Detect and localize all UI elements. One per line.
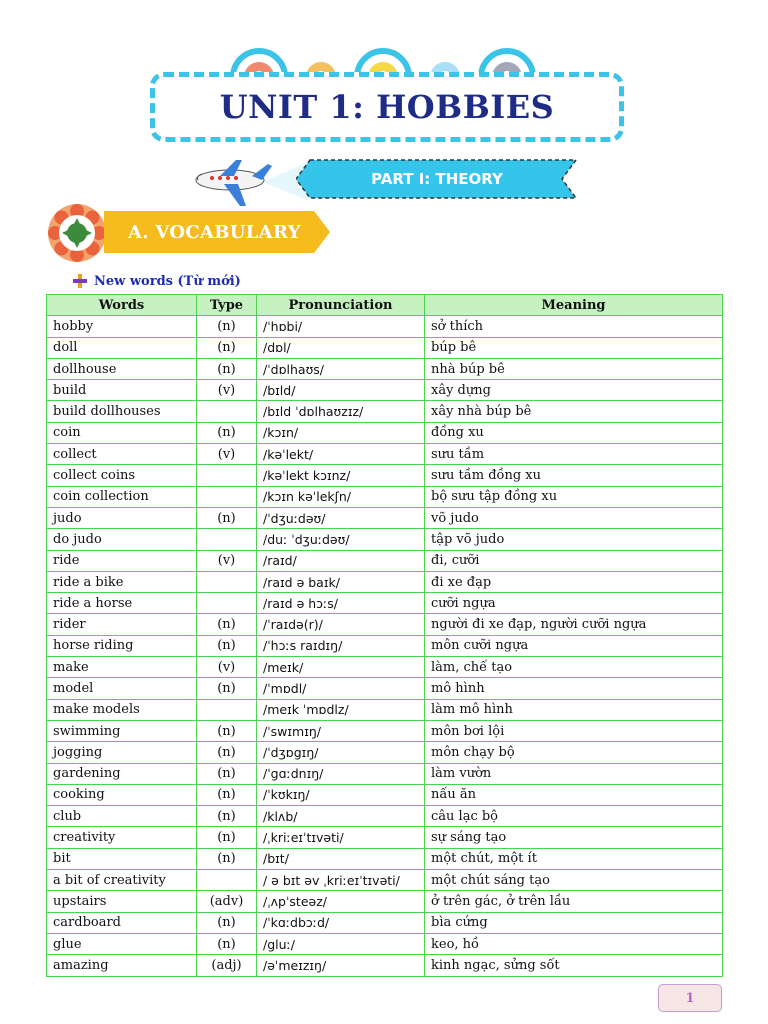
pronunciation-cell: /ˌʌpˈsteəz/ xyxy=(257,891,425,912)
page-title: UNIT 1: HOBBIES xyxy=(219,88,555,126)
type-cell xyxy=(197,465,257,486)
table-row xyxy=(47,614,723,635)
word-cell: horse riding xyxy=(47,635,197,656)
new-words-label: New words (Từ mới) xyxy=(94,273,241,289)
type-cell: (adj) xyxy=(197,955,257,976)
word-cell: gardening xyxy=(47,763,197,784)
table-row xyxy=(47,891,723,912)
word-cell: make xyxy=(47,657,197,678)
meaning-cell: nấu ăn xyxy=(425,784,723,805)
meaning-cell: một chút sáng tạo xyxy=(425,870,723,891)
word-cell: ride a bike xyxy=(47,571,197,592)
section-banner xyxy=(104,211,330,253)
type-cell: (v) xyxy=(197,550,257,571)
type-cell: (n) xyxy=(197,358,257,379)
meaning-cell: câu lạc bộ xyxy=(425,806,723,827)
table-row xyxy=(47,571,723,592)
type-cell: (n) xyxy=(197,635,257,656)
header-pronunciation: Pronunciation xyxy=(257,295,425,316)
table-row xyxy=(47,678,723,699)
pronunciation-cell: /ˈkʊkɪŋ/ xyxy=(257,784,425,805)
pronunciation-cell: /ˈhɒbi/ xyxy=(257,316,425,337)
type-cell: (n) xyxy=(197,316,257,337)
section-label: A. VOCABULARY xyxy=(128,221,301,243)
type-cell: (n) xyxy=(197,784,257,805)
pronunciation-cell: /əˈmeɪzɪŋ/ xyxy=(257,955,425,976)
table-row xyxy=(47,912,723,933)
word-cell: upstairs xyxy=(47,891,197,912)
pronunciation-cell: /bɪld/ xyxy=(257,380,425,401)
pronunciation-cell: /kəˈlekt/ xyxy=(257,444,425,465)
word-cell: make models xyxy=(47,699,197,720)
type-cell: (n) xyxy=(197,848,257,869)
meaning-cell: võ judo xyxy=(425,507,723,528)
word-cell: build dollhouses xyxy=(47,401,197,422)
meaning-cell: sự sáng tạo xyxy=(425,827,723,848)
meaning-cell: một chút, một ít xyxy=(425,848,723,869)
header-meaning: Meaning xyxy=(425,295,723,316)
table-row xyxy=(47,699,723,720)
pronunciation-cell: /ˈmɒdl/ xyxy=(257,678,425,699)
word-cell: creativity xyxy=(47,827,197,848)
type-cell xyxy=(197,699,257,720)
table-row xyxy=(47,635,723,656)
type-cell: (v) xyxy=(197,380,257,401)
pronunciation-cell: /kəˈlekt kɔɪnz/ xyxy=(257,465,425,486)
table-row xyxy=(47,593,723,614)
type-cell xyxy=(197,486,257,507)
word-cell: cooking xyxy=(47,784,197,805)
pronunciation-cell: /ˈkɑːdbɔːd/ xyxy=(257,912,425,933)
pronunciation-cell: /ˈswɪmɪŋ/ xyxy=(257,720,425,741)
word-cell: do judo xyxy=(47,529,197,550)
pronunciation-cell: /klʌb/ xyxy=(257,806,425,827)
header-type: Type xyxy=(197,295,257,316)
meaning-cell: sở thích xyxy=(425,316,723,337)
table-row xyxy=(47,933,723,954)
meaning-cell: ở trên gác, ở trên lầu xyxy=(425,891,723,912)
word-cell: judo xyxy=(47,507,197,528)
pronunciation-cell: /ˈdʒɒgɪŋ/ xyxy=(257,742,425,763)
table-row xyxy=(47,870,723,891)
meaning-cell: xây dựng xyxy=(425,380,723,401)
type-cell: (v) xyxy=(197,444,257,465)
meaning-cell: tập võ judo xyxy=(425,529,723,550)
word-cell: a bit of creativity xyxy=(47,870,197,891)
meaning-cell: đi, cưỡi xyxy=(425,550,723,571)
vocabulary-table xyxy=(46,294,723,977)
meaning-cell: bìa cứng xyxy=(425,912,723,933)
word-cell: cardboard xyxy=(47,912,197,933)
table-row xyxy=(47,742,723,763)
type-cell: (n) xyxy=(197,614,257,635)
table-row xyxy=(47,380,723,401)
meaning-cell: keo, hồ xyxy=(425,933,723,954)
meaning-cell: kinh ngạc, sửng sốt xyxy=(425,955,723,976)
pronunciation-cell: /ˈraɪdə(r)/ xyxy=(257,614,425,635)
word-cell: ride xyxy=(47,550,197,571)
type-cell: (n) xyxy=(197,422,257,443)
type-cell: (n) xyxy=(197,720,257,741)
meaning-cell: làm mô hình xyxy=(425,699,723,720)
meaning-cell: đi xe đạp xyxy=(425,571,723,592)
meaning-cell: môn cưỡi ngựa xyxy=(425,635,723,656)
type-cell: (v) xyxy=(197,657,257,678)
type-cell: (n) xyxy=(197,742,257,763)
airplane-icon xyxy=(190,156,310,212)
table-row xyxy=(47,422,723,443)
pronunciation-cell: /ˈgɑːdnɪŋ/ xyxy=(257,763,425,784)
pronunciation-cell: /kɔɪn kəˈlekʃn/ xyxy=(257,486,425,507)
table-row xyxy=(47,486,723,507)
pronunciation-cell: /dɒl/ xyxy=(257,337,425,358)
table-header-row xyxy=(47,295,723,316)
part-banner xyxy=(296,158,578,200)
pronunciation-cell: /ˈdʒuːdəʊ/ xyxy=(257,507,425,528)
table-row xyxy=(47,806,723,827)
table-row xyxy=(47,784,723,805)
meaning-cell: môn bơi lội xyxy=(425,720,723,741)
meaning-cell: bộ sưu tập đồng xu xyxy=(425,486,723,507)
meaning-cell: cưỡi ngựa xyxy=(425,593,723,614)
pronunciation-cell: /bɪld ˈdɒlhaʊzɪz/ xyxy=(257,401,425,422)
pronunciation-cell: /raɪd ə hɔːs/ xyxy=(257,593,425,614)
word-cell: dollhouse xyxy=(47,358,197,379)
table-row xyxy=(47,316,723,337)
word-cell: bit xyxy=(47,848,197,869)
meaning-cell: làm vườn xyxy=(425,763,723,784)
table-row xyxy=(47,337,723,358)
table-row xyxy=(47,507,723,528)
table-row xyxy=(47,827,723,848)
type-cell xyxy=(197,401,257,422)
header-words: Words xyxy=(47,295,197,316)
pronunciation-cell: /raɪd ə baɪk/ xyxy=(257,571,425,592)
type-cell xyxy=(197,571,257,592)
cross-bullet-icon xyxy=(72,273,88,289)
meaning-cell: môn chạy bộ xyxy=(425,742,723,763)
pronunciation-cell: /bɪt/ xyxy=(257,848,425,869)
table-row xyxy=(47,529,723,550)
word-cell: swimming xyxy=(47,720,197,741)
pronunciation-cell: /meɪk/ xyxy=(257,657,425,678)
type-cell: (n) xyxy=(197,337,257,358)
word-cell: ride a horse xyxy=(47,593,197,614)
word-cell: collect coins xyxy=(47,465,197,486)
word-cell: model xyxy=(47,678,197,699)
type-cell: (n) xyxy=(197,678,257,699)
part-label: PART I: THEORY xyxy=(371,170,503,188)
word-cell: glue xyxy=(47,933,197,954)
type-cell xyxy=(197,870,257,891)
pronunciation-cell: /gluː/ xyxy=(257,933,425,954)
meaning-cell: búp bê xyxy=(425,337,723,358)
meaning-cell: sưu tầm đồng xu xyxy=(425,465,723,486)
pronunciation-cell: /duː ˈdʒuːdəʊ/ xyxy=(257,529,425,550)
table-row xyxy=(47,657,723,678)
meaning-cell: mô hình xyxy=(425,678,723,699)
table-row xyxy=(47,550,723,571)
meaning-cell: nhà búp bê xyxy=(425,358,723,379)
word-cell: hobby xyxy=(47,316,197,337)
pronunciation-cell: /ˈdɒlhaʊs/ xyxy=(257,358,425,379)
pronunciation-cell: /meɪk ˈmɒdlz/ xyxy=(257,699,425,720)
word-cell: coin collection xyxy=(47,486,197,507)
table-row xyxy=(47,444,723,465)
word-cell: collect xyxy=(47,444,197,465)
table-row xyxy=(47,720,723,741)
type-cell xyxy=(197,529,257,550)
pronunciation-cell: /raɪd/ xyxy=(257,550,425,571)
word-cell: doll xyxy=(47,337,197,358)
type-cell: (n) xyxy=(197,933,257,954)
pronunciation-cell: / ə bɪt əv ˌkriːeɪˈtɪvəti/ xyxy=(257,870,425,891)
table-row xyxy=(47,465,723,486)
meaning-cell: làm, chế tạo xyxy=(425,657,723,678)
word-cell: jogging xyxy=(47,742,197,763)
meaning-cell: sưu tầm xyxy=(425,444,723,465)
type-cell: (n) xyxy=(197,806,257,827)
type-cell xyxy=(197,593,257,614)
new-words-heading xyxy=(72,273,241,289)
type-cell: (n) xyxy=(197,507,257,528)
title-frame xyxy=(150,72,624,142)
type-cell: (adv) xyxy=(197,891,257,912)
page-number: 1 xyxy=(658,984,722,1012)
meaning-cell: xây nhà búp bê xyxy=(425,401,723,422)
word-cell: amazing xyxy=(47,955,197,976)
table-row xyxy=(47,955,723,976)
table-row xyxy=(47,763,723,784)
pronunciation-cell: /kɔɪn/ xyxy=(257,422,425,443)
meaning-cell: người đi xe đạp, người cưỡi ngựa xyxy=(425,614,723,635)
type-cell: (n) xyxy=(197,912,257,933)
pronunciation-cell: /ˌkriːeɪˈtɪvəti/ xyxy=(257,827,425,848)
table-row xyxy=(47,401,723,422)
word-cell: rider xyxy=(47,614,197,635)
table-row xyxy=(47,848,723,869)
type-cell: (n) xyxy=(197,763,257,784)
word-cell: coin xyxy=(47,422,197,443)
table-row xyxy=(47,358,723,379)
flower-icon xyxy=(46,202,108,264)
pronunciation-cell: /ˈhɔːs raɪdɪŋ/ xyxy=(257,635,425,656)
meaning-cell: đồng xu xyxy=(425,422,723,443)
type-cell: (n) xyxy=(197,827,257,848)
word-cell: build xyxy=(47,380,197,401)
word-cell: club xyxy=(47,806,197,827)
